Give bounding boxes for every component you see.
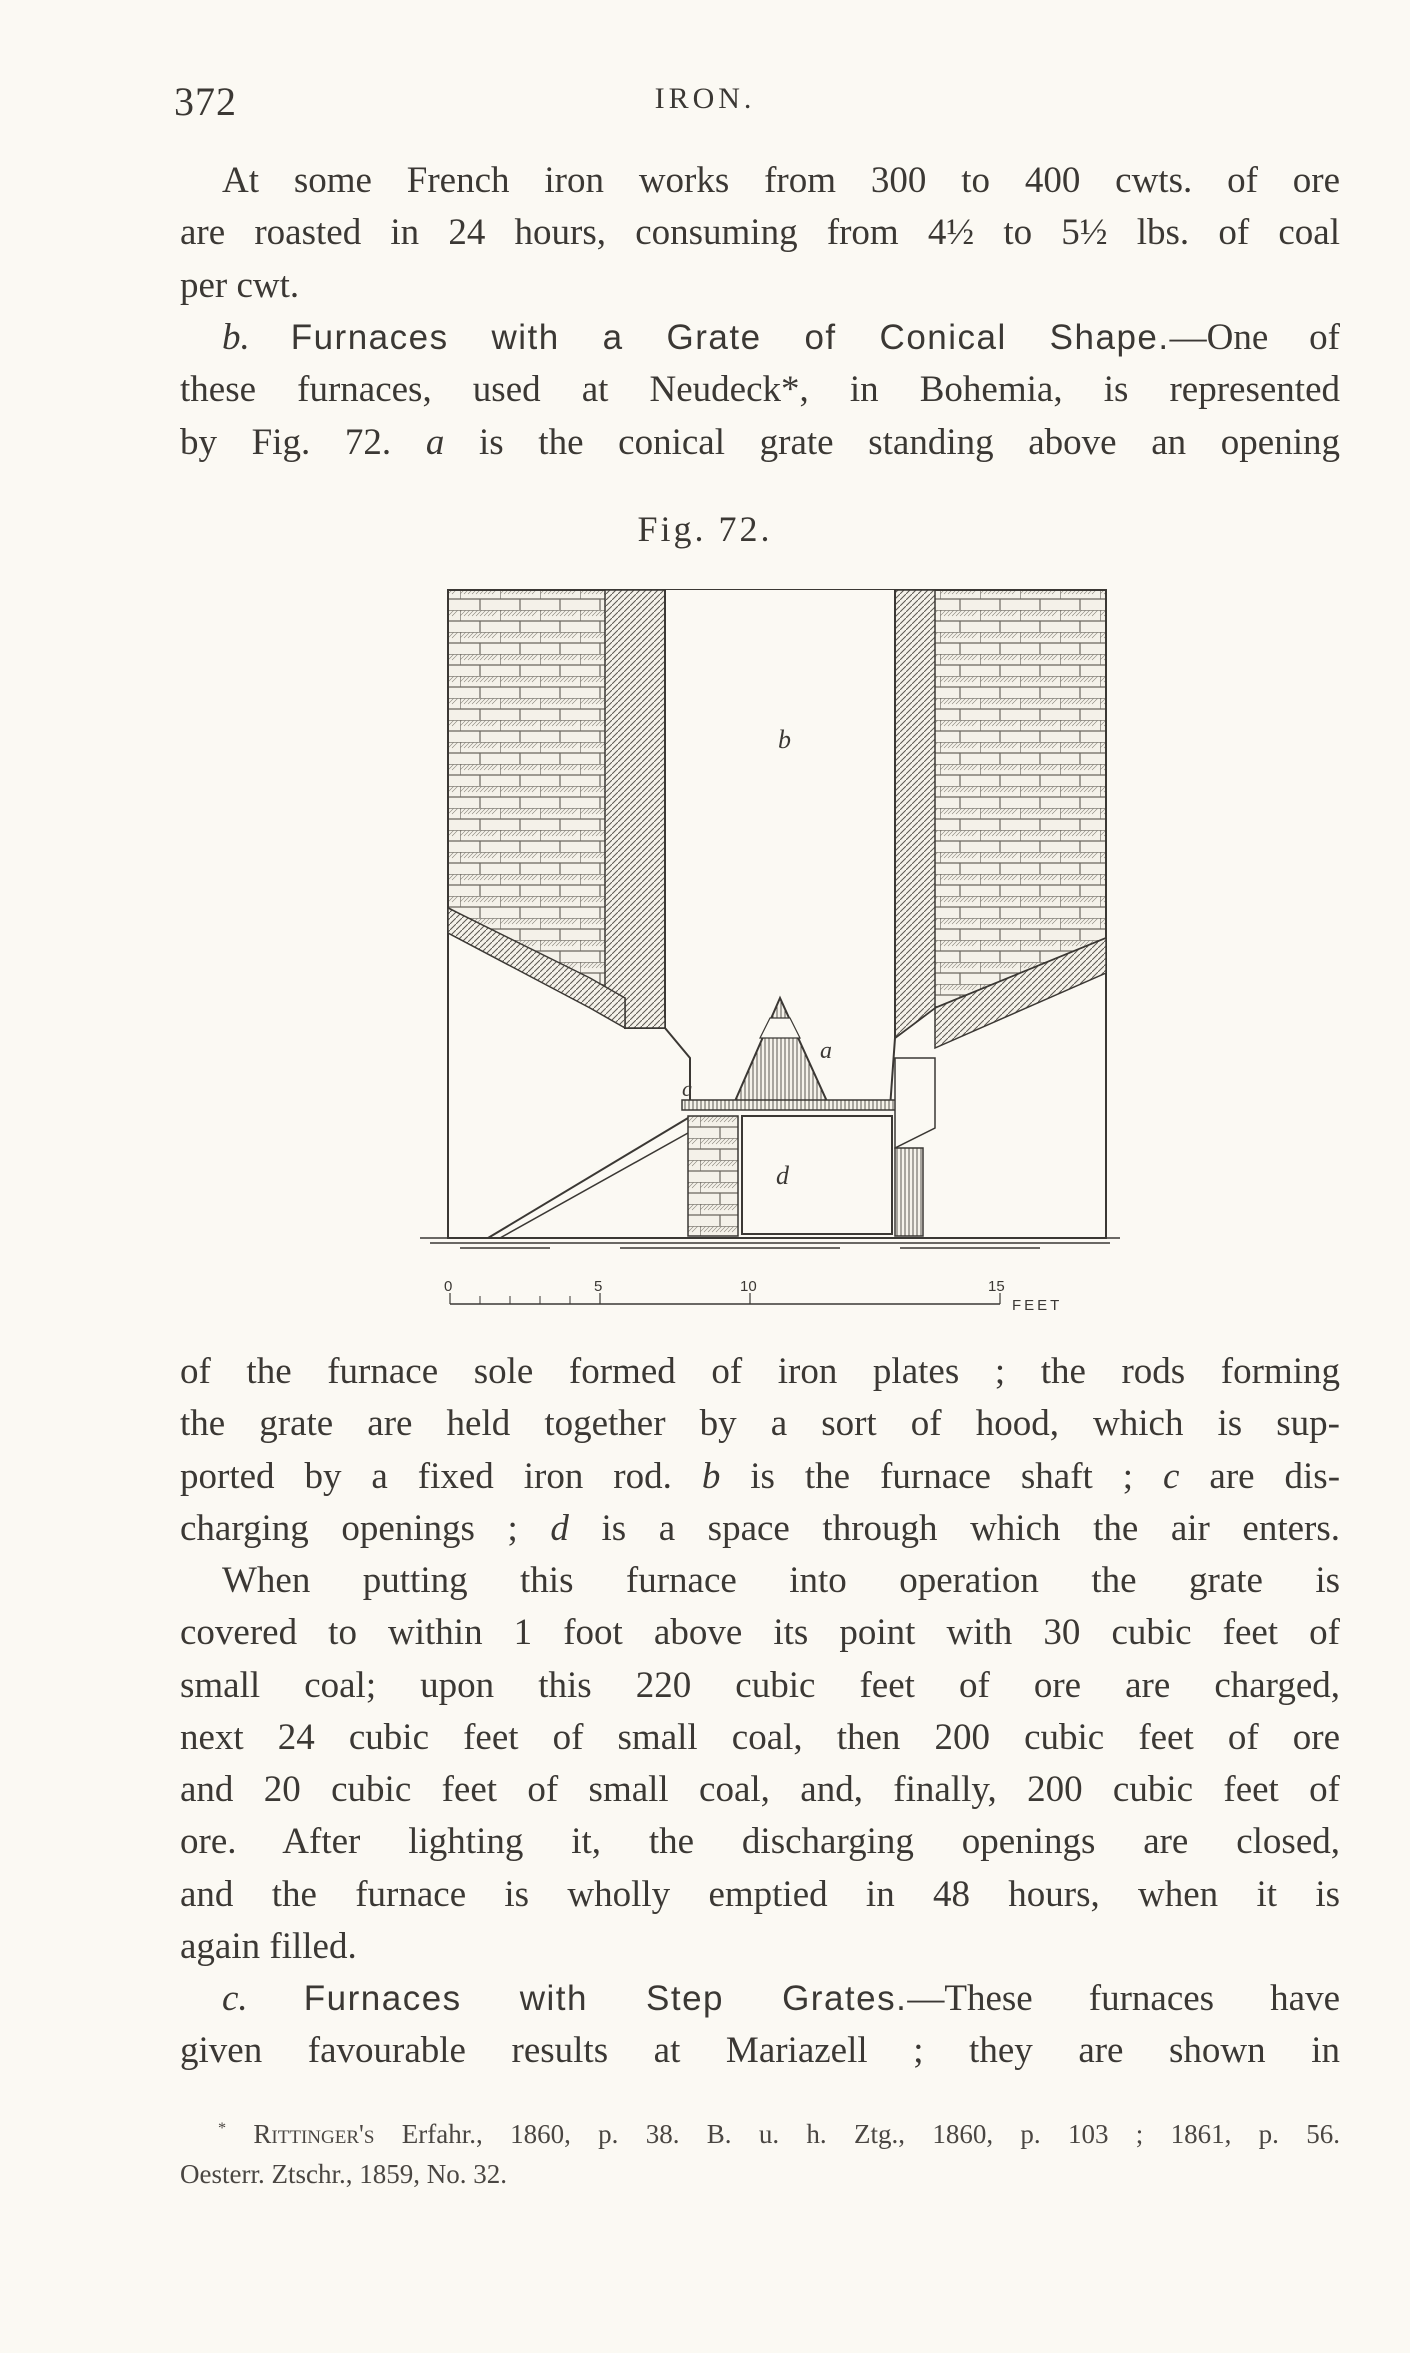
scale-unit: FEET <box>1012 1297 1063 1314</box>
page-header <box>0 78 1410 128</box>
paragraph-roasting <box>180 155 1340 312</box>
text-fragment: charging openings ; <box>180 1507 518 1549</box>
text-line: and 20 cubic feet of small coal, and, finally, 200 cubic feet of <box>180 1769 1340 1811</box>
text-line: given favourable results at Mariazell ; they are shown in <box>180 2030 1340 2072</box>
footnote-mark: * <box>218 2119 227 2137</box>
furnace-shaft <box>665 590 895 1010</box>
label-a: a <box>820 1038 832 1064</box>
label-c: c <box>682 1076 692 1101</box>
section-heading: Furnaces with a Grate of Conical Shape. <box>290 318 1170 357</box>
scale-tick-label: 5 <box>594 1278 603 1295</box>
text-line <box>180 1973 1340 2025</box>
text-line: When putting this furnace into operation the grate is <box>222 1560 1340 1601</box>
text-fragment: is a space through which the air enters. <box>601 1507 1341 1549</box>
label-b: b <box>778 725 791 754</box>
right-lining <box>895 590 935 1038</box>
text-fragment: are dis- <box>1209 1455 1341 1497</box>
text-line: small coal; upon this 220 cubic feet of ore are charged, <box>180 1664 1340 1706</box>
scale-tick-label: 15 <box>988 1278 1005 1295</box>
text-line: At some French iron works from 300 to 400 cwts. of ore <box>222 160 1340 201</box>
text-fragment: is the furnace shaft ; <box>750 1455 1134 1497</box>
text-line <box>180 1503 1340 1555</box>
scale-tick-label: 0 <box>444 1278 453 1295</box>
page-number: 372 <box>174 79 237 124</box>
text-line: and the furnace is wholly emptied in 48 hours, when it is <box>180 1873 1340 1915</box>
section-label: b. <box>222 317 250 358</box>
footnote-line: Oesterr. Ztschr., 1859, No. 32. <box>180 2159 507 2189</box>
text-line <box>180 1451 1340 1503</box>
text-fragment: —One of <box>1169 317 1341 358</box>
text-line: ore. After lighting it, the discharging openings are closed, <box>180 1821 1340 1863</box>
footnote-author: Rittinger's <box>253 2119 375 2149</box>
ground-line <box>420 1238 1120 1248</box>
figure-letter: a <box>425 421 445 463</box>
air-space <box>742 1116 892 1234</box>
text-line: the grate are held together by a sort of hood, which is sup- <box>180 1403 1340 1445</box>
text-fragment: is the conical grate standing above an opening <box>478 421 1341 463</box>
text-line: per cwt. <box>180 264 300 306</box>
figure-caption: Fig. 72. <box>637 509 773 549</box>
text-fragment: ported by a fixed iron rod. <box>180 1455 672 1497</box>
furnace-diagram <box>420 588 1120 1323</box>
scale-bar <box>444 1278 1062 1314</box>
text-line: next 24 cubic feet of small coal, then 200 cubic feet of ore <box>180 1716 1340 1758</box>
paragraph-step-grates <box>180 1973 1340 2078</box>
footnote <box>180 2108 1340 2194</box>
left-lining <box>605 590 665 1028</box>
text-line: these furnaces, used at Neudeck*, in Bohemia, is represented <box>180 369 1340 411</box>
support-rod <box>488 1118 688 1238</box>
paragraph-operation <box>180 1555 1340 1973</box>
footnote-text: Erfahr., 1860, p. 38. B. u. h. Ztg., 1860, p. 103 ; 1861, p. 56. <box>401 2119 1341 2149</box>
text-line <box>180 312 1340 364</box>
text-fragment: by Fig. 72. <box>180 421 392 463</box>
right-pier <box>895 1148 923 1236</box>
text-line: are roasted in 24 hours, consuming from 4½ to 5½ lbs. of coal <box>180 212 1340 254</box>
scale-tick-label: 10 <box>740 1278 757 1295</box>
footnote-line <box>180 2108 1340 2154</box>
figure-letter: c <box>1163 1455 1180 1497</box>
running-title: IRON. <box>654 82 756 115</box>
text-line: of the furnace sole formed of iron plates ; the rods forming <box>180 1351 1340 1392</box>
section-label: c. <box>222 1978 248 2019</box>
conical-grate <box>732 998 830 1108</box>
text-line <box>180 417 1340 469</box>
text-line: covered to within 1 foot above its point with 30 cubic feet of <box>180 1612 1340 1654</box>
text-line: again filled. <box>180 1926 357 1968</box>
figure-letter: d <box>550 1507 569 1549</box>
paragraph-conical-grate <box>180 312 1340 469</box>
section-heading: Furnaces with Step Grates. <box>303 1979 908 2018</box>
left-pier <box>688 1116 738 1236</box>
figure-letter: b <box>701 1455 721 1497</box>
label-d: d <box>776 1161 789 1190</box>
sole-plate <box>682 1100 904 1110</box>
paragraph-description <box>180 1346 1340 1555</box>
text-fragment: —These furnaces have <box>907 1978 1341 2019</box>
